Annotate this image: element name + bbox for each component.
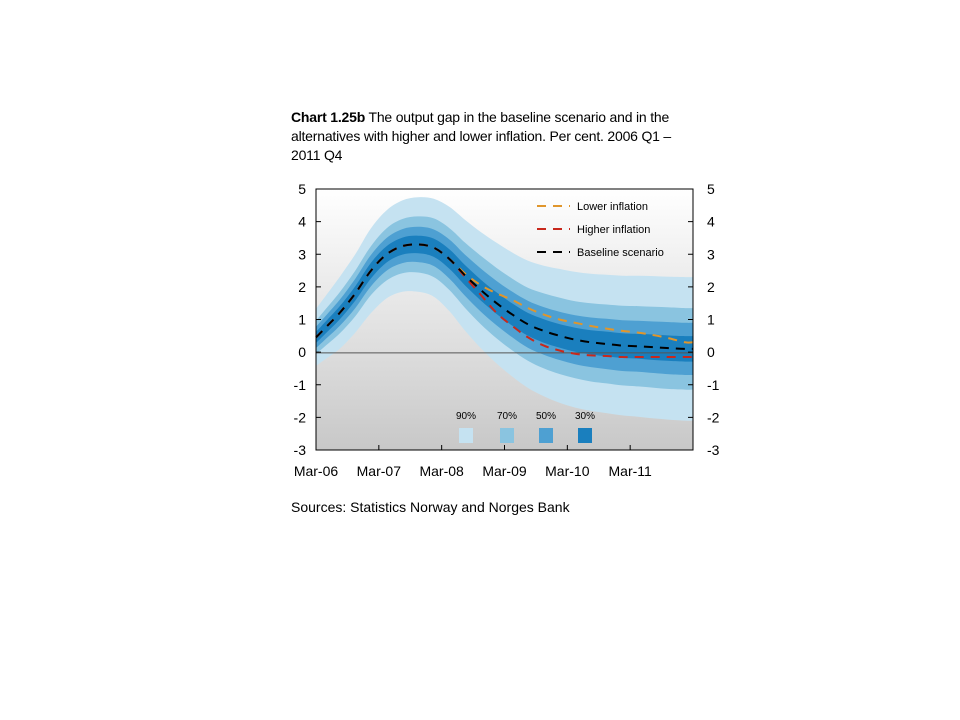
y-tick-label-left: 0 xyxy=(298,344,306,361)
y-tick-label-left: -1 xyxy=(293,376,306,393)
fan-legend-swatch xyxy=(500,428,514,443)
y-tick-label-left: 1 xyxy=(298,311,306,328)
fan-legend-label: 90% xyxy=(455,411,477,422)
chart-title-text: The output gap in the baseline scenario and in the alternatives with higher and lower inflation. Per cent. 2006 Q1 – 2011 Q4 xyxy=(291,109,672,163)
fan-legend-label: 50% xyxy=(535,411,557,422)
y-tick-label-left: 3 xyxy=(298,246,306,263)
legend-label: Baseline scenario xyxy=(577,247,664,259)
fan-legend-label: 70% xyxy=(496,411,518,422)
y-tick-label-right: 4 xyxy=(707,213,715,230)
x-tick-label: Mar-09 xyxy=(482,463,527,479)
y-tick-label-right: 1 xyxy=(707,311,715,328)
y-tick-label-right: 2 xyxy=(707,278,715,295)
y-tick-label-right: 3 xyxy=(707,246,715,263)
fan-legend-swatch xyxy=(459,428,473,443)
y-tick-label-left: -2 xyxy=(293,409,306,426)
chart-title-label: Chart 1.25b xyxy=(291,109,366,125)
fan-legend-swatch xyxy=(578,428,592,443)
y-tick-label-right: 0 xyxy=(707,344,715,361)
y-tick-label-left: 5 xyxy=(298,181,306,197)
y-tick-label-right: 5 xyxy=(707,181,715,197)
fan-legend-swatch xyxy=(539,428,553,443)
y-tick-label-right: -1 xyxy=(707,376,720,393)
chart-source: Sources: Statistics Norway and Norges Bank xyxy=(291,499,570,515)
y-tick-label-left: 4 xyxy=(298,213,306,230)
x-tick-label: Mar-11 xyxy=(608,463,652,479)
x-tick-label: Mar-07 xyxy=(356,463,402,479)
fan-legend-label: 30% xyxy=(574,411,596,422)
x-tick-label: Mar-08 xyxy=(419,463,464,479)
y-tick-label-right: -2 xyxy=(707,409,720,426)
legend-label: Higher inflation xyxy=(577,224,651,236)
y-tick-label-left: 2 xyxy=(298,278,306,295)
legend-label: Lower inflation xyxy=(577,201,648,213)
y-tick-label-left: -3 xyxy=(293,442,306,458)
y-tick-label-right: -3 xyxy=(707,442,720,458)
x-tick-label: Mar-10 xyxy=(545,463,590,479)
x-tick-label: Mar-06 xyxy=(293,463,339,479)
